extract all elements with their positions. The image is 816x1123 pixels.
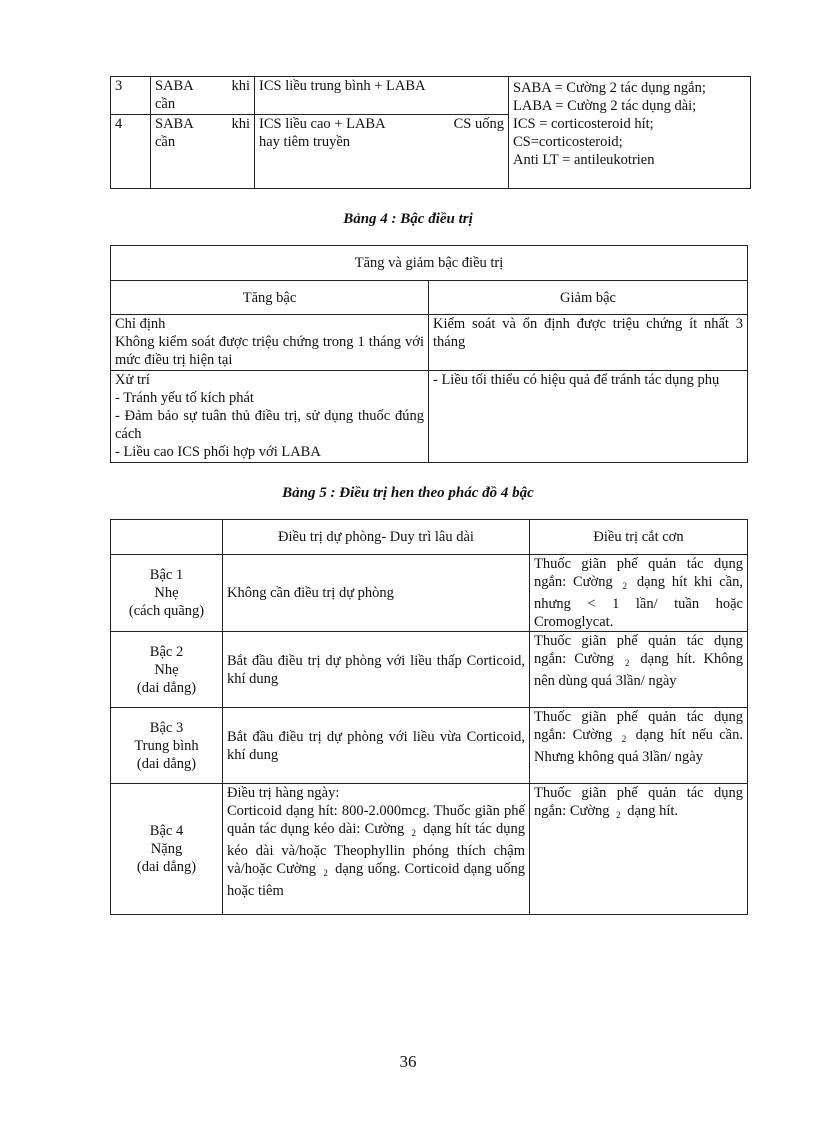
abbreviation-notes-cell: SABA = Cường 2 tác dụng ngắn; LABA = Cường 2 tác dụng dài; ICS = corticosteroid hít; CS=corticosteroid; Anti LT = antileukotrien xyxy=(509,77,751,189)
table5-header-reliever: Điều trị cắt cơn xyxy=(530,520,748,555)
table5-asthma-treatment xyxy=(110,519,748,915)
reliever-cell: Thuốc giãn phế quản tác dụng ngắn: Cường $_2$ dạng hít. xyxy=(530,784,748,915)
table4-title: Tăng và giảm bậc điều trị xyxy=(111,246,748,281)
table4-caption: Bảng 4 : Bậc điều trị xyxy=(343,211,473,227)
controller-cell: Không cần điều trị dự phòng xyxy=(223,555,530,632)
controller-cell: ICS liều trung bình + LABA xyxy=(255,77,509,115)
table4-header-step-down: Giảm bậc xyxy=(429,281,748,315)
table4-indication-cell: Chỉ định Không kiểm soát được triệu chứng trong 1 tháng với mức điều trị hiện tại xyxy=(111,315,429,371)
controller-cell: ICS liều cao + LABA CS uống hay tiêm truyền xyxy=(255,115,509,189)
top-continuation-table xyxy=(110,76,751,189)
page-number: 36 xyxy=(399,1052,417,1071)
table4-management-cell: Xử trí - Tránh yếu tố kích phát - Đảm bảo sự tuân thủ điều trị, sử dụng thuốc đúng cách - Liều cao ICS phối hợp với LABA xyxy=(111,371,429,463)
level-cell: Bậc 2 Nhẹ (dai dẳng) xyxy=(111,632,223,708)
table5-header-controller: Điều trị dự phòng- Duy trì lâu dài xyxy=(223,520,530,555)
reliever-cell: Thuốc giãn phế quản tác dụng ngắn: Cường $_2$ dạng hít nếu cần. Nhưng không quá 3lần/ ngày xyxy=(530,708,748,784)
reliever-cell: Thuốc giãn phế quản tác dụng ngắn: Cường $_2$ dạng hít khi cần, nhưng < 1 lần/ tuần hoặc Cromoglycat. xyxy=(530,555,748,632)
level-cell: Bậc 3 Trung bình (dai dẳng) xyxy=(111,708,223,784)
level-cell: Bậc 1 Nhẹ (cách quãng) xyxy=(111,555,223,632)
step-cell: 4 xyxy=(111,115,151,189)
table-row xyxy=(111,632,748,708)
step-cell: 3 xyxy=(111,77,151,115)
table4-step-adjustment xyxy=(110,245,748,463)
table4-header-step-up: Tăng bậc xyxy=(111,281,429,315)
table-row xyxy=(111,555,748,632)
reliever-cell: Thuốc giãn phế quản tác dụng ngắn: Cường $_2$ dạng hít. Không nên dùng quá 3lần/ ngày xyxy=(530,632,748,708)
table-row xyxy=(111,784,748,915)
controller-cell: Điều trị hàng ngày: Corticoid dạng hít: 800-2.000mcg. Thuốc giãn phế quản tác dụng kéo dài: Cường $_2$ dạng hít tác dụng kéo dài và/hoặc Theophyllin phóng thích chậm và/hoặc Cường $_2$ dạng uống. Corticoid dạng uống hoặc tiêm xyxy=(223,784,530,915)
table4-step-down-action-cell: - Liều tối thiểu có hiệu quả để tránh tác dụng phụ xyxy=(429,371,748,463)
reliever-cell: SABA khi cần xyxy=(151,77,255,115)
table-row xyxy=(111,708,748,784)
controller-cell: Bắt đầu điều trị dự phòng với liều thấp Corticoid, khí dung xyxy=(223,632,530,708)
level-cell: Bậc 4 Nặng (dai dẳng) xyxy=(111,784,223,915)
reliever-cell: SABA khi cần xyxy=(151,115,255,189)
table4-step-down-condition-cell: Kiểm soát và ổn định được triệu chứng ít nhất 3 tháng xyxy=(429,315,748,371)
table5-caption: Bảng 5 : Điều trị hen theo phác đồ 4 bậc xyxy=(282,485,534,501)
table5-header-level xyxy=(111,520,223,555)
controller-cell: Bắt đầu điều trị dự phòng với liều vừa Corticoid, khí dung xyxy=(223,708,530,784)
